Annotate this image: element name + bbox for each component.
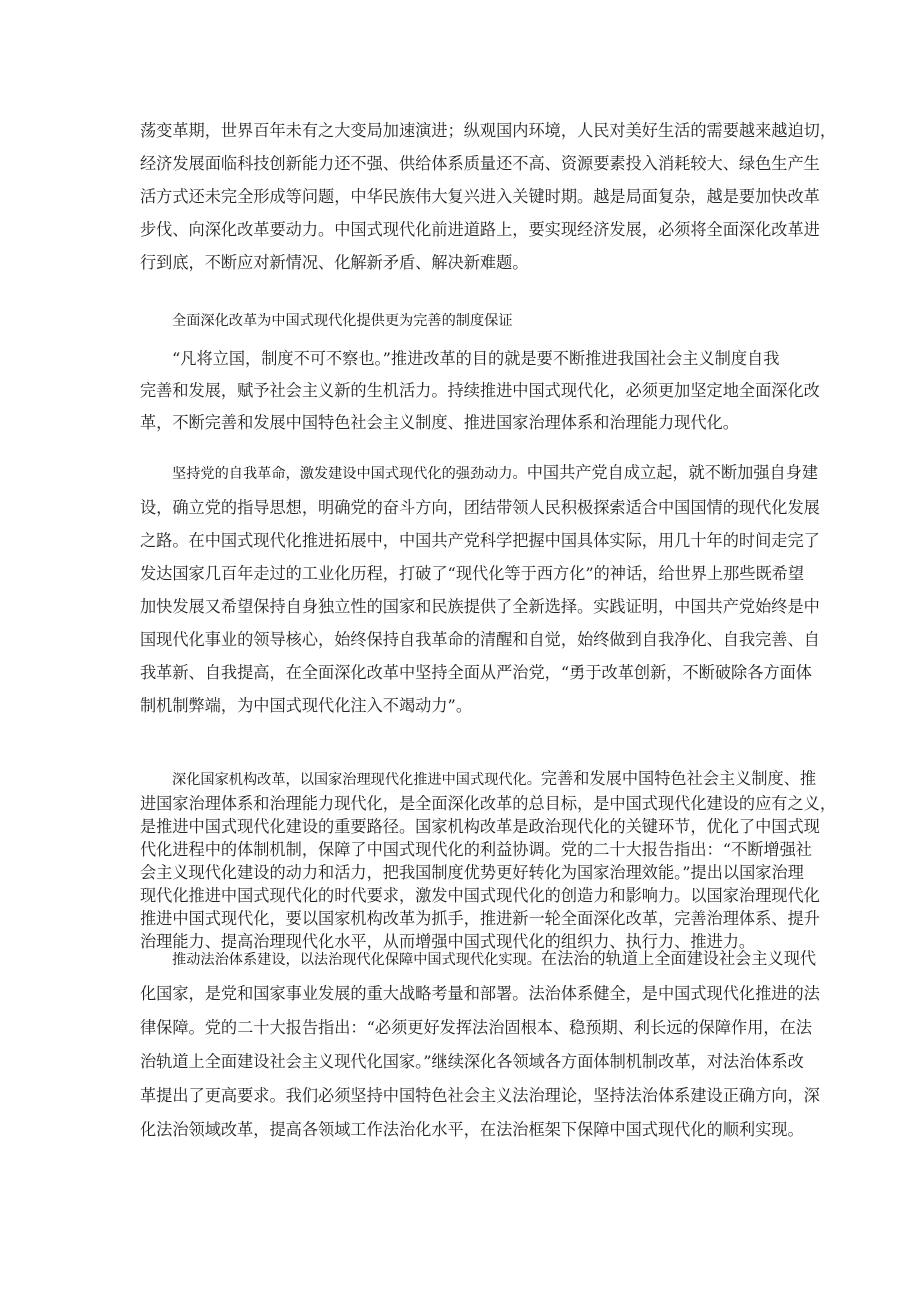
text-line: 行到底，不断应对新情况、化解新矛盾、解决新难题。 xyxy=(140,253,529,272)
text-line: 完善和发展，赋予社会主义新的生机活力。持续推进中国式现代化，必须更加坚定地全面深化改 xyxy=(140,381,820,400)
intro-paragraph xyxy=(140,114,837,279)
text-line: 化国家，是党和国家事业发展的重大战略考量和部署。法治体系健全，是中国式现代化推进的法 xyxy=(140,984,820,1003)
text-line: “凡将立国，制度不可不察也。”推进改革的目的就是要不断推进我国社会主义制度自我 xyxy=(172,349,780,368)
text-line: 国现代化事业的领导核心，始终保持自我革命的清醒和自觉，始终做到自我净化、自我完善、自 xyxy=(140,630,820,649)
paragraph-rule-of-law xyxy=(140,942,820,1147)
text-line: 治理能力、提高治理现代化水平，从而增强中国式现代化的组织力、执行力、推进力。 xyxy=(140,932,756,951)
paragraph-lead: 推动法治体系建设，以法治现代化保障中国式现代化实现。 xyxy=(172,952,541,968)
text-line: 律保障。党的二十大报告指出：“必须更好发挥法治固根本、稳预期、利长远的保障作用，在法 xyxy=(140,1018,812,1037)
text-line: 发达国家几百年走过的工业化历程，打破了“现代化等于西方化”的神话，给世界上那些既希望 xyxy=(140,564,805,583)
paragraph-institutional-reform xyxy=(140,767,837,953)
paragraph-lead: 坚持党的自我革命，激发建设中国式现代化的强劲动力。 xyxy=(172,466,527,482)
text-line: 治轨道上全面建设社会主义现代化国家。”继续深化各领域各方面体制机制改革，对法治体系改 xyxy=(140,1052,804,1071)
text-line: 现代化推进中国式现代化的时代要求，激发中国式现代化的创造力和影响力。以国家治理现代化 xyxy=(140,886,820,905)
section-heading-text: 全面深化改革为中国式现代化提供更为完善的制度保证 xyxy=(172,313,513,329)
text-line xyxy=(140,456,819,491)
text-line: 是推进中国式现代化建设的重要路径。国家机构改革是政治现代化的关键环节，优化了中国式现 xyxy=(140,817,820,836)
text-line: 荡变革期，世界百年未有之大变局加速演进；纵观国内环境，人民对美好生活的需要越来越迫切， xyxy=(140,121,837,140)
text-line: 代化进程中的体制机制，保障了中国式现代化的利益协调。党的二十大报告指出：“不断增强社 xyxy=(140,840,812,859)
section-heading xyxy=(172,310,820,332)
text-line: 设，确立党的指导思想，明确党的奋斗方向，团结带领人民积极探索适合中国国情的现代化发展 xyxy=(140,498,820,517)
paragraph-lead-rest: 完善和发展中国特色社会主义制度、推 xyxy=(540,769,817,788)
text-line: 会主义现代化建设的动力和活力，把我国制度优势更好转化为国家治理效能。”提出以国家治理 xyxy=(140,863,804,882)
text-line: 之路。在中国式现代化推进拓展中，中国共产党科学把握中国具体实际，用几十年的时间走完了 xyxy=(140,531,820,550)
text-line: 革提出了更高要求。我们必须坚持中国特色社会主义法治理论，坚持法治体系建设正确方向，深 xyxy=(140,1086,820,1105)
text-line: 经济发展面临科技创新能力还不强、供给体系质量还不高、资源要素投入消耗较大、绿色生产生 xyxy=(140,154,820,173)
text-line: 步伐、向深化改革要动力。中国式现代化前进道路上，要实现经济发展，必须将全面深化改革进 xyxy=(140,220,820,239)
text-line: 进国家治理体系和治理能力现代化，是全面深化改革的总目标，是中国式现代化建设的应有之义， xyxy=(140,794,837,813)
text-line: 化法治领域改革，提高各领域工作法治化水平，在法治框架下保障中国式现代化的顺利实现。 xyxy=(140,1120,804,1139)
text-line: 活方式还未完全形成等问题，中华民族伟大复兴进入关键时期。越是局面复杂，越是要加快改革 xyxy=(140,187,820,206)
paragraph-lead-rest: 在法治的轨道上全面建设社会主义现代 xyxy=(540,949,817,968)
paragraph-institution xyxy=(140,343,820,439)
text-line: 我革新、自我提高，在全面深化改革中坚持全面从严治党，“勇于改革创新，不断破除各方面体 xyxy=(140,663,812,682)
text-line: 革，不断完善和发展中国特色社会主义制度、推进国家治理体系和治理能力现代化。 xyxy=(140,413,739,432)
text-line: 加快发展又希望保持自身独立性的国家和民族提供了全新选择。实践证明，中国共产党始终是中 xyxy=(140,597,820,616)
paragraph-lead: 深化国家机构改革，以国家治理现代化推进中国式现代化。 xyxy=(172,772,541,788)
text-line: 推进中国式现代化，要以国家机构改革为抓手，推进新一轮全面深化改革，完善治理体系、提升 xyxy=(140,909,820,928)
text-line xyxy=(140,942,817,977)
paragraph-self-revolution xyxy=(140,456,820,722)
text-line xyxy=(140,767,817,792)
paragraph-lead-rest: 中国共产党自成立起，就不断加强自身建 xyxy=(526,463,819,482)
text-line: 制机制弊端，为中国式现代化注入不竭动力”。 xyxy=(140,696,473,715)
